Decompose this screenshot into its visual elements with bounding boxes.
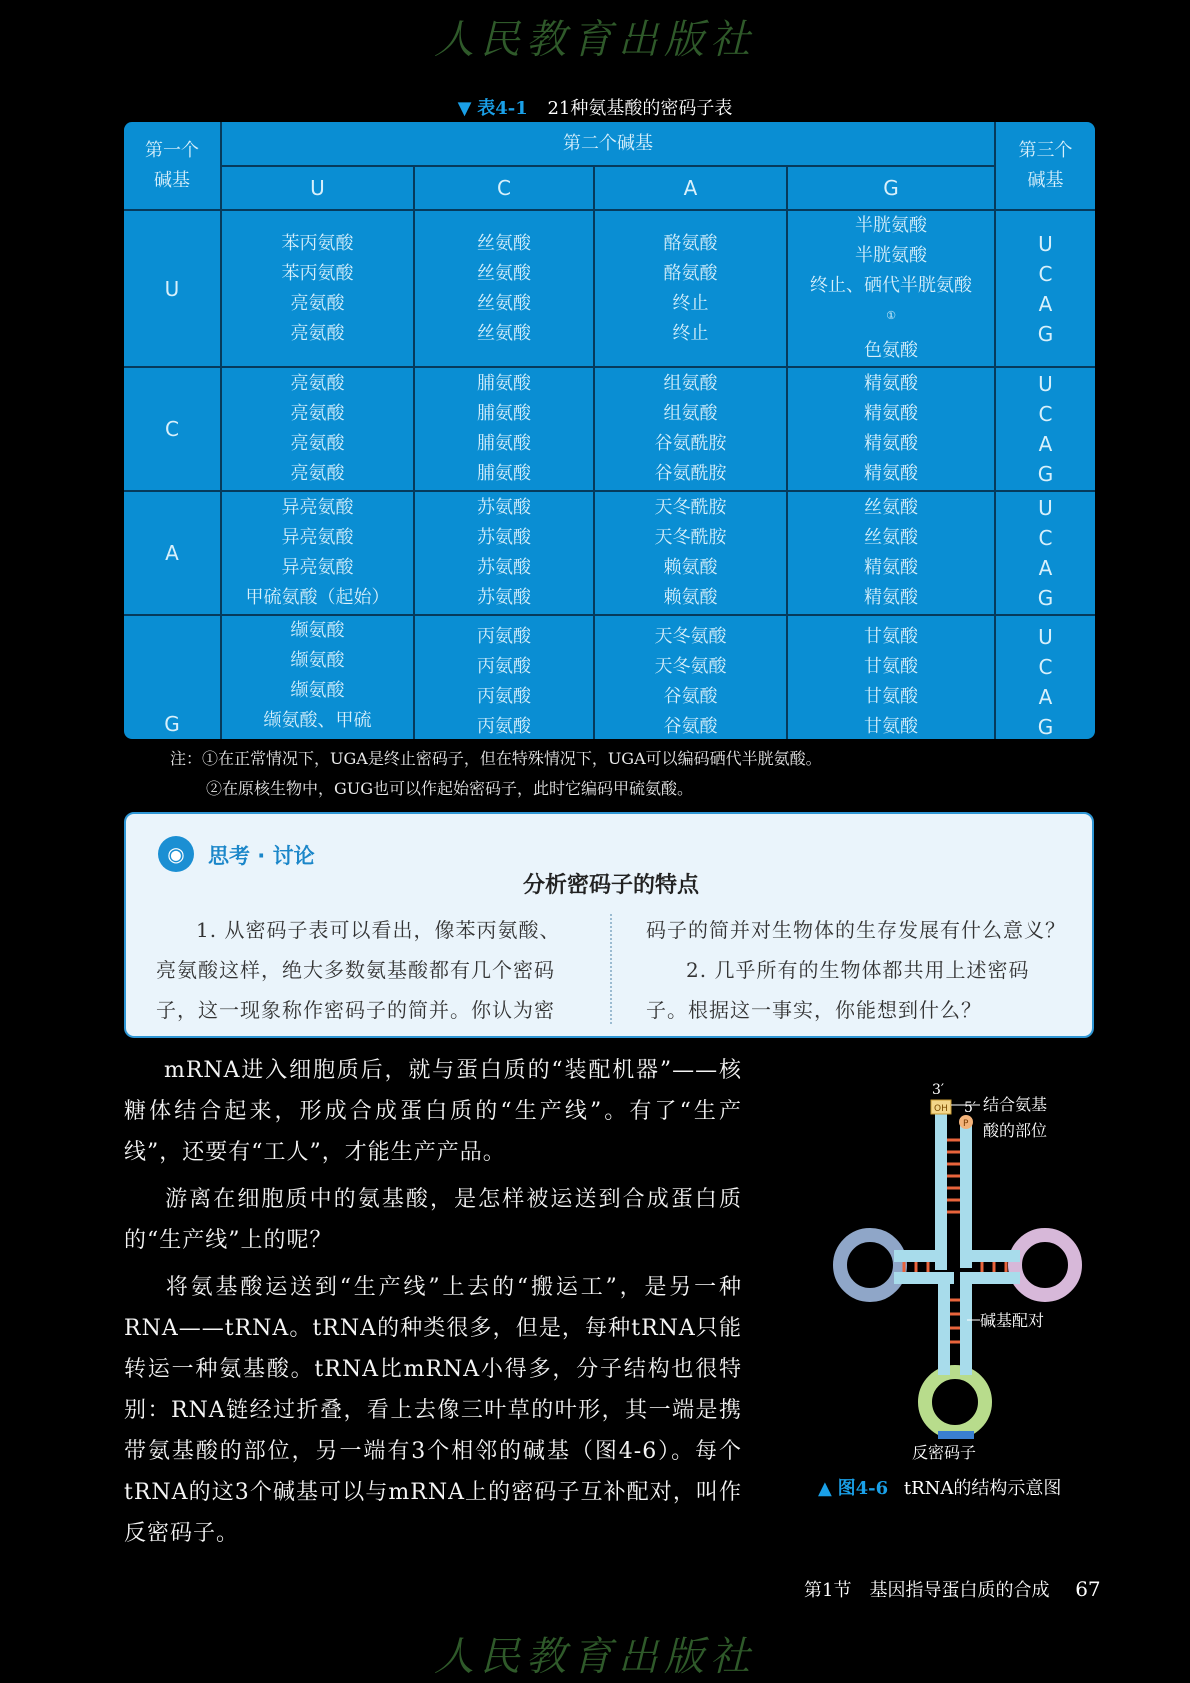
body-text [124, 1050, 742, 1560]
discussion-label: 思考 · 讨论 [208, 844, 315, 868]
codon-cell: 半胱氨酸 半胱氨酸 终止、硒代半胱氨酸 ① 色氨酸 [787, 210, 995, 367]
trna-right-loop [1015, 1235, 1075, 1295]
note-2: ②在原核生物中，GUG也可以作起始密码子，此时它编码甲硫氨酸。 [206, 779, 694, 798]
table-row [124, 367, 1095, 491]
trna-anticodon-loop [925, 1372, 985, 1432]
codon-cell: 缬氨酸 缬氨酸 缬氨酸 缬氨酸、甲硫 [221, 615, 414, 739]
publisher-logo-bottom: 人民教育出版社 [434, 1634, 756, 1680]
table-row [124, 615, 1095, 739]
trna-diagram [820, 1080, 1110, 1460]
table-caption-title: 21种氨基酸的密码子表 [547, 98, 733, 119]
figure-caption-title: tRNA的结构示意图 [903, 1478, 1062, 1499]
triangle-up-icon: ▲ [818, 1478, 832, 1499]
lightbulb-head-icon: ◉ [158, 836, 194, 872]
second-base-u: U [221, 166, 414, 210]
paragraph-2: 游离在细胞质中的氨基酸，是怎样被运送到合成蛋白质的“生产线”上的呢？ [124, 1187, 742, 1253]
question-1-part-1: 1. 从密码子表可以看出，像苯丙氨酸、亮氨酸这样，绝大多数氨基酸都有几个密码子，这一现象称作密码子的简并。你认为密 [156, 918, 561, 1022]
anticodon-bases [938, 1431, 974, 1439]
codon-cell: 精氨酸 精氨酸 精氨酸 精氨酸 [787, 367, 995, 491]
first-base-header: 第一个 碱基 [124, 122, 221, 210]
discussion-column-left [156, 910, 576, 1030]
codon-cell: 丙氨酸 丙氨酸 丙氨酸 丙氨酸 [414, 615, 594, 739]
question-1-part-2: 码子的简并对生物体的生存发展有什么意义？ [646, 918, 1066, 942]
third-base-header: 第三个 碱基 [995, 122, 1095, 210]
third-base-list: U C A G [995, 210, 1095, 367]
third-base-list: U C A G [995, 615, 1095, 739]
second-base-c: C [414, 166, 594, 210]
codon-table [124, 122, 1095, 739]
publisher-logo-top: 人民教育出版社 [434, 17, 756, 63]
aa-site-label-1: 结合氨基 [983, 1095, 1048, 1114]
first-base-a: A [124, 491, 221, 615]
paragraph-3: 将氨基酸运送到“生产线”上去的“搬运工”，是另一种RNA——tRNA。tRNA的种类很多，但是，每种tRNA只能转运一种氨基酸。tRNA比mRNA小得多，分子结构也很特别：RNA链经过折叠，看上去像三叶草的叶形，其一端是携带氨基酸的部位，另一端有3个相邻的碱基（图4-6）。每个tRNA的这3个碱基可以与mRNA上的密码子互补配对，叫作反密码子。 [124, 1275, 742, 1546]
codon-cell: 脯氨酸 脯氨酸 脯氨酸 脯氨酸 [414, 367, 594, 491]
trna-anticodon-stem-left [938, 1280, 950, 1375]
codon-cell: 苏氨酸 苏氨酸 苏氨酸 苏氨酸 [414, 491, 594, 615]
first-base-u: U [124, 210, 221, 367]
trna-figure [820, 1080, 1110, 1460]
second-base-g: G [787, 166, 995, 210]
oh-end-label: OH [934, 1104, 948, 1114]
codon-cell: 亮氨酸 亮氨酸 亮氨酸 亮氨酸 [221, 367, 414, 491]
paragraph-1: mRNA进入细胞质后，就与蛋白质的“装配机器”——核糖体结合起来，形成合成蛋白质的“生产线”。有了“生产线”，还要有“工人”，才能生产产品。 [124, 1058, 742, 1165]
codon-cell: 天冬酰胺 天冬酰胺 赖氨酸 赖氨酸 [594, 491, 787, 615]
trna-right-arm-top [960, 1250, 1020, 1262]
note-1: 注：①在正常情况下，UGA是终止密码子，但在特殊情况下，UGA可以编码硒代半胱氨酸。 [170, 749, 822, 768]
codon-cell: 酪氨酸 酪氨酸 终止 终止 [594, 210, 787, 367]
page-footer [804, 1576, 1101, 1602]
p-end-label: P [963, 1119, 969, 1129]
discussion-title: 分析密码子的特点 [522, 873, 699, 898]
question-2: 2. 几乎所有的生物体都共用上述密码子。根据这一事实，你能想到什么？ [646, 958, 1030, 1022]
third-base-list: U C A G [995, 367, 1095, 491]
second-base-header: 第二个碱基 [221, 122, 995, 166]
table-notes [170, 744, 822, 804]
trna-anticodon-stem-right [960, 1280, 972, 1375]
trna-stem-5prime [960, 1118, 972, 1268]
figure-caption-number: 图4-6 [837, 1478, 889, 1499]
table-caption-number: 表4-1 [477, 98, 528, 119]
second-base-a: A [594, 166, 787, 210]
trna-left-loop [840, 1235, 900, 1295]
triangle-down-icon: ▼ [457, 98, 472, 119]
discussion-column-right [646, 910, 1066, 1030]
base-pairing-label: 碱基配对 [980, 1311, 1045, 1330]
figure-caption [818, 1474, 1061, 1500]
codon-cell: 异亮氨酸 异亮氨酸 异亮氨酸 甲硫氨酸（起始） [221, 491, 414, 615]
discussion-box [124, 812, 1094, 1038]
codon-cell: 天冬氨酸 天冬氨酸 谷氨酸 谷氨酸 [594, 615, 787, 739]
footer-section-title: 第1节 基因指导蛋白质的合成 [804, 1580, 1050, 1601]
three-prime-label: 3′ [932, 1082, 945, 1098]
third-base-list: U C A G [995, 491, 1095, 615]
five-prime-label: 5′ [964, 1100, 977, 1116]
table-row [124, 210, 1095, 367]
column-divider [610, 914, 612, 1024]
anticodon-label: 反密码子 [912, 1443, 977, 1460]
table-row [124, 491, 1095, 615]
footnote-1-mark: ① [886, 309, 896, 322]
first-base-g: G [124, 615, 221, 739]
codon-cell: 甘氨酸 甘氨酸 甘氨酸 甘氨酸 [787, 615, 995, 739]
first-base-c: C [124, 367, 221, 491]
codon-cell: 苯丙氨酸 苯丙氨酸 亮氨酸 亮氨酸 [221, 210, 414, 367]
page-number: 67 [1075, 1577, 1101, 1601]
codon-cell: 丝氨酸 丝氨酸 精氨酸 精氨酸 [787, 491, 995, 615]
codon-cell: 组氨酸 组氨酸 谷氨酰胺 谷氨酰胺 [594, 367, 787, 491]
aa-site-label-2: 酸的部位 [983, 1121, 1048, 1140]
trna-stem-3prime [935, 1100, 947, 1270]
trna-left-arm-top [894, 1250, 947, 1262]
codon-cell: 丝氨酸 丝氨酸 丝氨酸 丝氨酸 [414, 210, 594, 367]
table-caption [0, 94, 1190, 120]
